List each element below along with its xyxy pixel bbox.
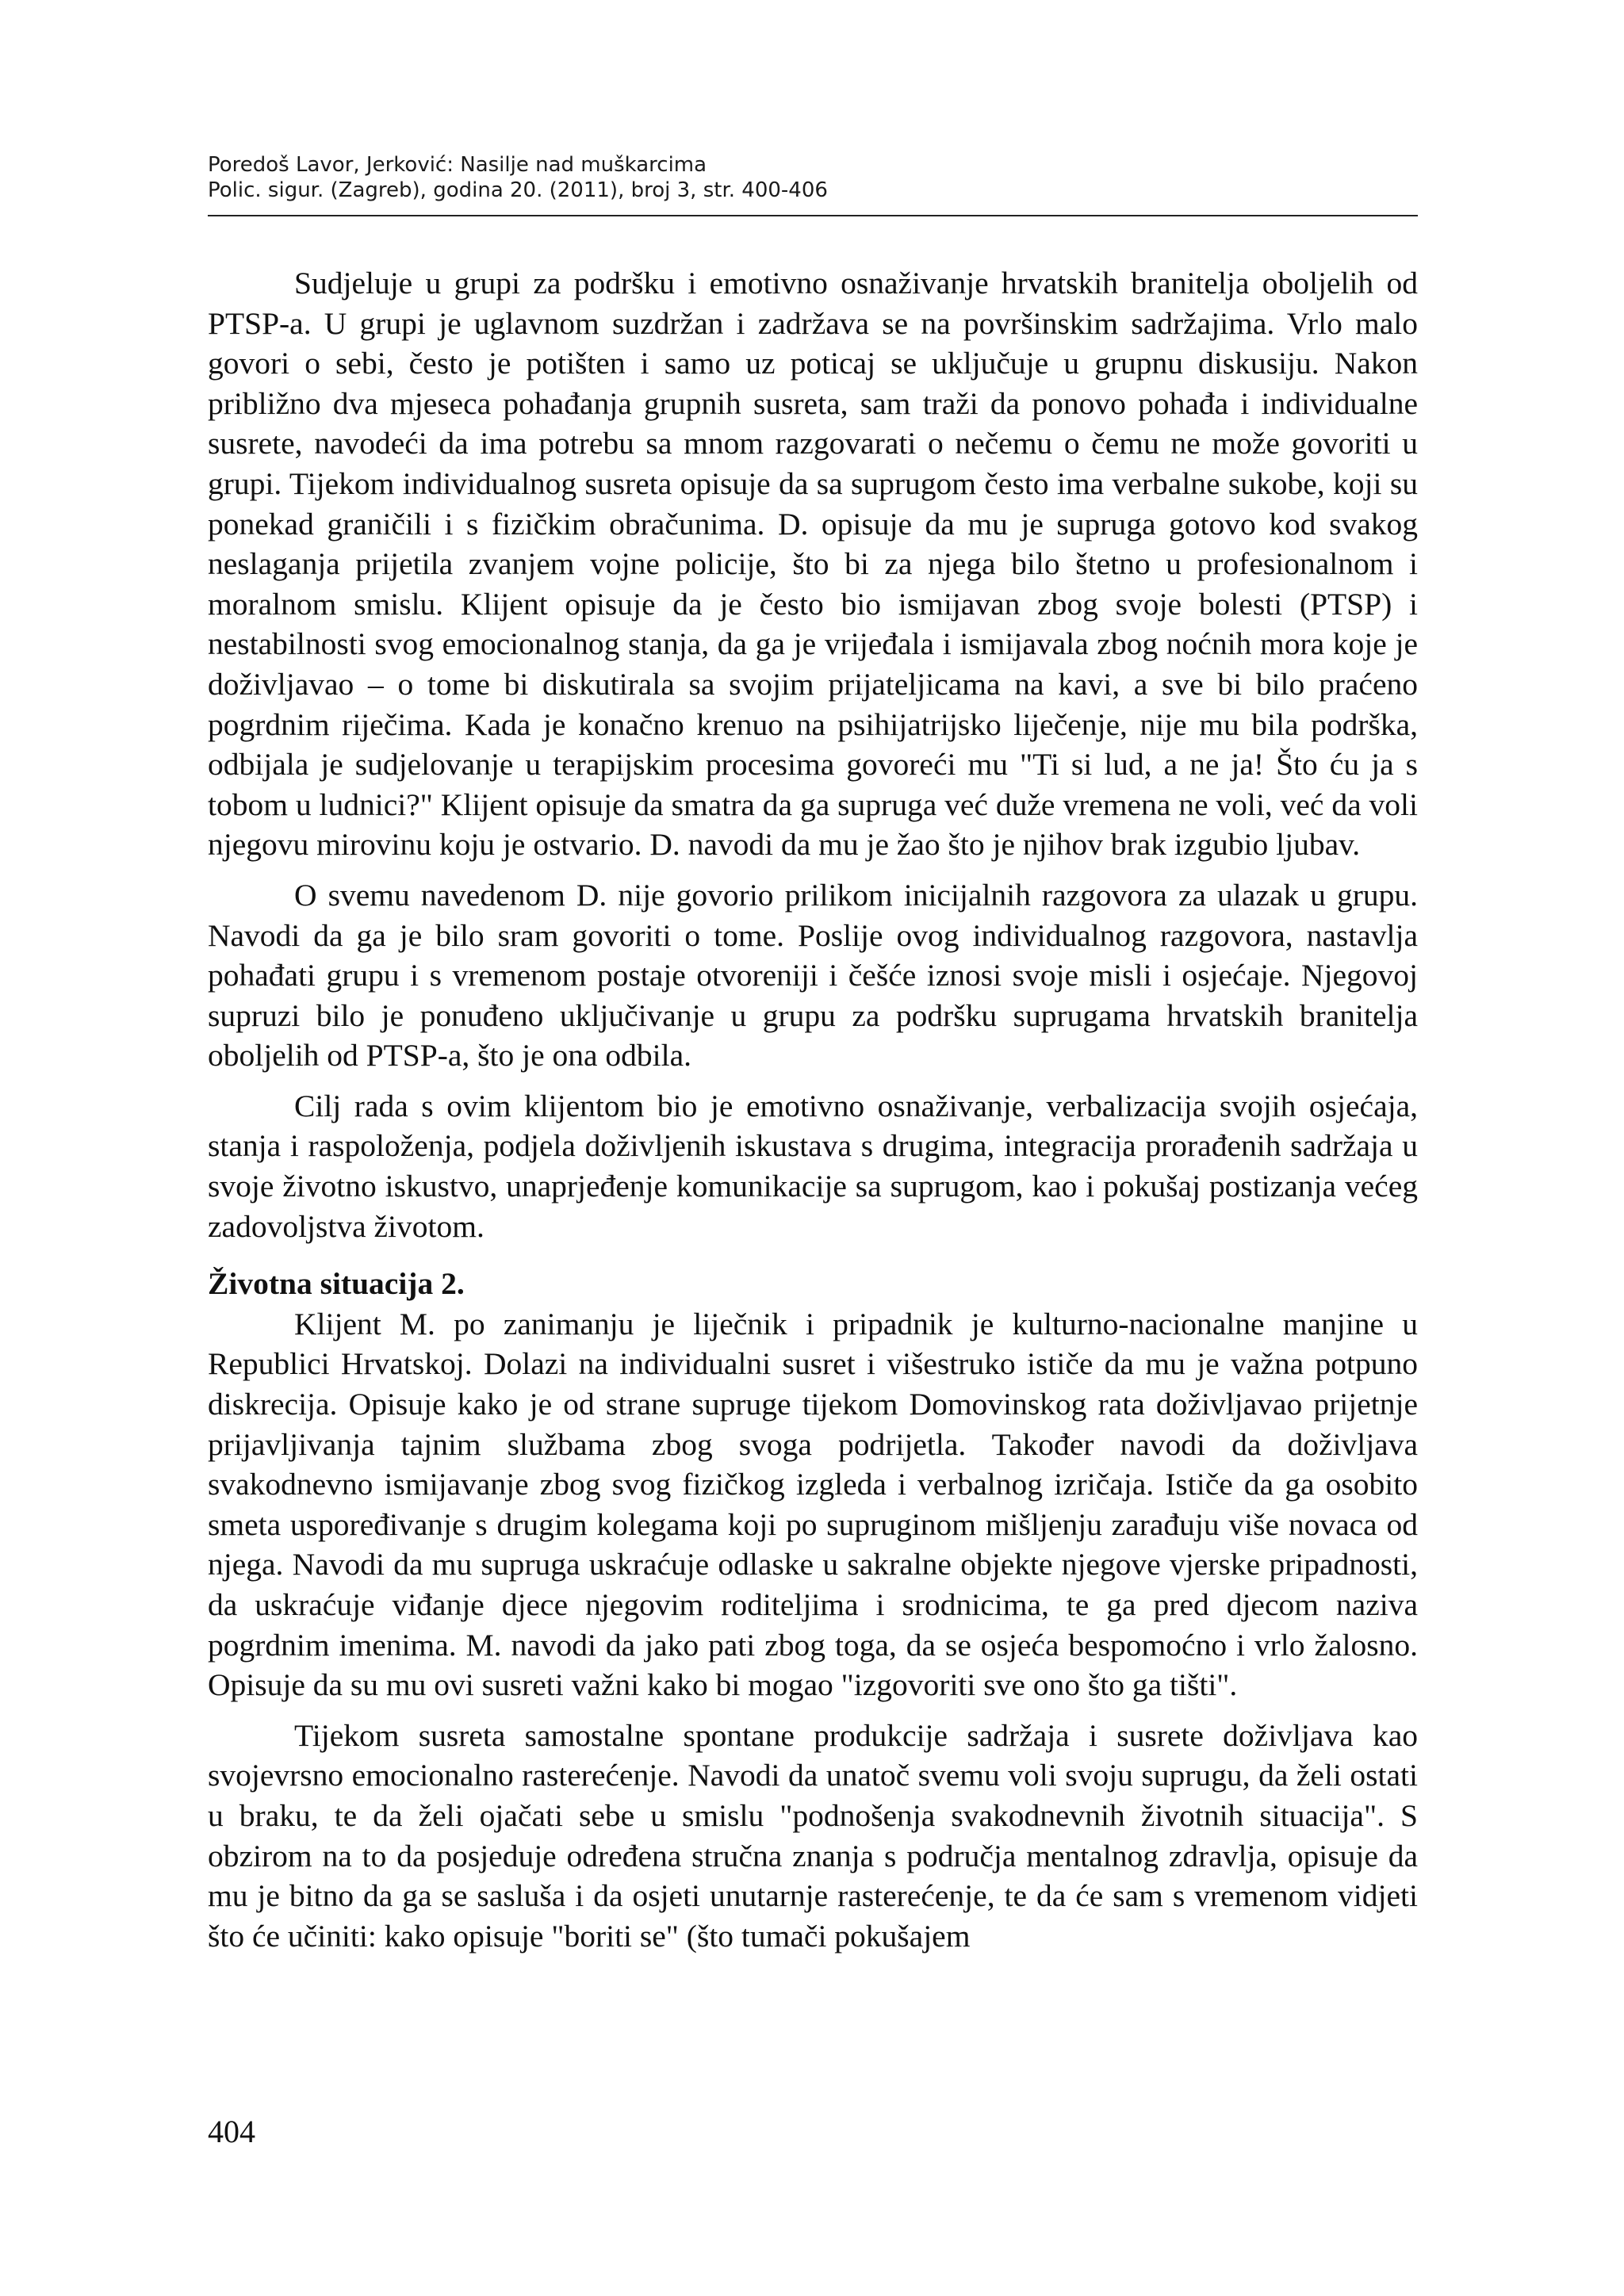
section-heading: Životna situacija 2. [208,1266,465,1302]
page-number: 404 [208,2114,255,2149]
paragraph: O svemu navedenom D. nije govorio prilikom inicijalnih razgovora za ulazak u grupu. Navodi da ga je bilo sram govoriti o tome. Poslije ovog individualnog razgovora, nastavlja pohađati grupu i s vremenom postaje otvoreniji i češće iznosi svoje misli i osjećaje. Njegovoj supruzi bilo je ponuđeno uključivanje u grupu za podršku suprugama hrvatskih branitelja oboljelih od PTSP-a, što je ona odbila. [208,877,1418,1073]
paragraph: Sudjeluje u grupi za podršku i emotivno osnaživanje hrvatskih branitelja oboljelih od PTSP-a. U grupi je uglavnom suzdržan i zadržava se na površinskim sadržajima. Vrlo malo govori o sebi, često je potišten i samo uz poticaj se uključuje u grupnu diskusiju. Nakon približno dva mjeseca pohađanja grupnih susreta, sam traži da ponovo pohađa i individualne susrete, navodeći da ima potrebu sa mnom razgovarati o nečemu o čemu ne može govoriti u grupi. Tijekom individualnog susreta opisuje da sa suprugom često ima verbalne sukobe, koji su ponekad graničili i s fizičkim obračunima. D. opisuje da mu je supruga gotovo kod svakog neslaganja prijetila zvanjem vojne policije, što bi za njega bilo štetno u profesionalnom i moralnom smislu. Klijent opisuje da je često bio ismijavan zbog svoje bolesti (PTSP) i nestabilnosti svog emocionalnog stanja, da ga je vrijeđala i ismijavala zbog noćnih mora koje je doživljavao – o tome bi diskutirala sa svojim prijateljicama na kavi, a sve bi bilo praćeno pogrdnim riječima. Kada je konačno krenuo na psihijatrijsko liječenje, nije mu bila podrška, odbijala je sudjelovanje u terapijskim procesima govoreći mu "Ti si lud, a ne ja! Što ću ja s tobom u ludnici?" Klijent opisuje da smatra da ga supruga već duže vremena ne voli, već da voli njegovu mirovinu koju je ostvario. D. navodi da mu je žao što je njihov brak izgubio ljubav. [208,266,1418,863]
paragraph: Cilj rada s ovim klijentom bio je emotivno osnaživanje, verbalizacija svojih osjećaja, stanja i raspoloženja, podjela doživljenih iskustava s drugima, integracija prorađenih sadržaja u svoje životno iskustvo, unaprjeđenje komunikacije sa suprugom, kao i pokušaj postizanja većeg zadovoljstva životom. [208,1088,1418,1244]
header-rule [208,215,1418,216]
running-head [208,152,1418,203]
paragraph: Tijekom susreta samostalne spontane produkcije sadržaja i susrete doživljava kao svojevrsno emocionalno rasterećenje. Navodi da unatoč svemu voli svoju suprugu, da želi ostati u braku, te da želi ojačati sebe u smislu "podnošenja svakodnevnih životnih situacija". S obzirom na to da posjeduje određena stručna znanja s područja mentalnog zdravlja, opisuje da mu je bitno da ga se sasluša i da osjeti unutarnje rasterećenje, te da će sam s vremenom vidjeti što će učiniti: kako opisuje "boriti se" (što tumači pokušajem [208,1717,1418,1954]
main-text [208,263,1418,1956]
running-head-citation: Polic. sigur. (Zagreb), godina 20. (2011), broj 3, str. 400-406 [208,178,828,202]
paragraph: Klijent M. po zanimanju je liječnik i pripadnik je kulturno-nacionalne manjine u Republici Hrvatskoj. Dolazi na individualni susret i višestruko ističe da mu je važna potpuno diskrecija. Opisuje kako je od strane supruge tijekom Domovinskog rata doživljavao prijetnje prijavljivanja tajnim službama zbog svoga podrijetla. Također navodi da doživljava svakodnevno ismijavanje zbog svog fizičkog izgleda i verbalnog izričaja. Ističe da ga osobito smeta uspoređivanje s drugim kolegama koji po supruginom mišljenju zarađuju više novaca od njega. Navodi da mu supruga uskraćuje odlaske u sakralne objekte njegove vjerske pripadnosti, da uskraćuje viđanje djece njegovim roditeljima i srodnicima, te ga pred djecom naziva pogrdnim imenima. M. navodi da jako pati zbog toga, da se osjeća bespomoćno i vrlo žalosno. Opisuje da su mu ovi susreti važni kako bi mogao "izgovoriti sve ono što ga tišti". [208,1306,1418,1703]
running-head-authors: Poredoš Lavor, Jerković: Nasilje nad muškarcima [208,153,707,177]
